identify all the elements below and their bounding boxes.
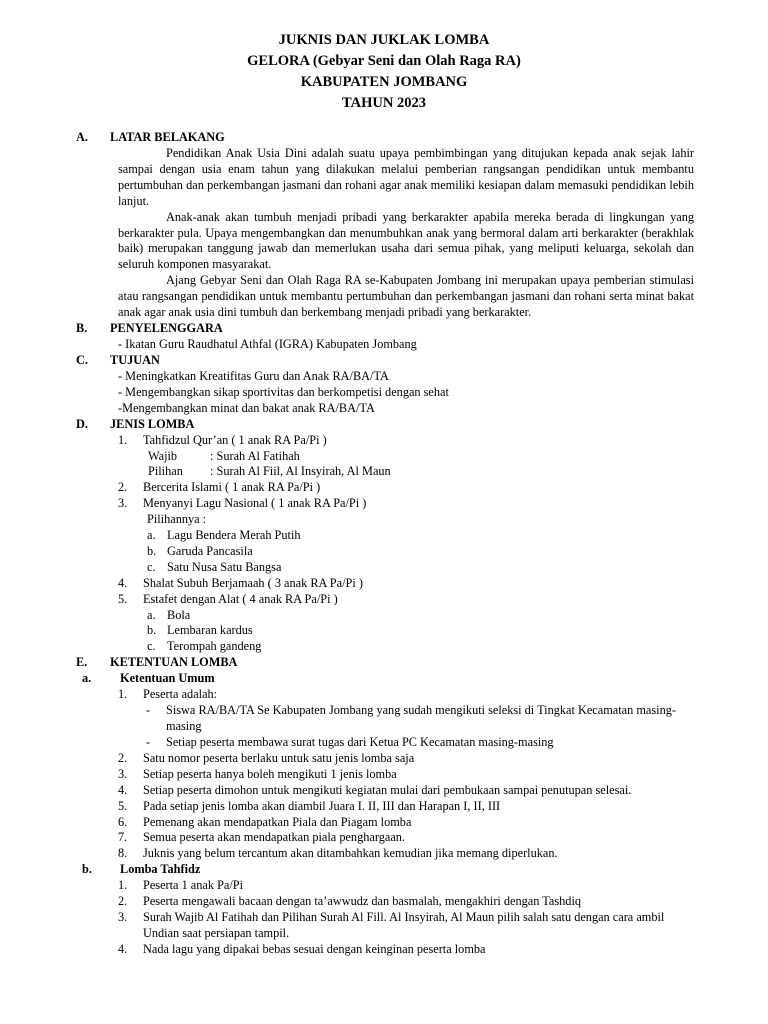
surah-pilihan-row	[148, 464, 768, 480]
option-text: Lagu Bendera Merah Putih	[167, 528, 301, 543]
subsection-a-heading	[0, 671, 768, 687]
option-item	[0, 528, 768, 544]
list-item	[0, 767, 683, 783]
option-item	[0, 639, 768, 655]
item-number: 3.	[118, 766, 128, 781]
list-item	[0, 687, 768, 703]
section-letter: D.	[76, 416, 88, 431]
list-item: - Meningkatkan Kreatifitas Guru dan Anak RA/BA/TA	[118, 368, 389, 383]
section-c-heading	[0, 353, 768, 369]
option-letter: b.	[147, 623, 157, 638]
option-item	[0, 623, 768, 639]
item-text: Shalat Subuh Berjamaah ( 3 anak RA Pa/Pi )	[143, 575, 363, 590]
list-item: - Mengembangkan sikap sportivitas dan berkompetisi dengan sehat	[118, 384, 449, 399]
list-item	[0, 910, 683, 942]
list-item	[0, 799, 683, 815]
dash-item	[0, 703, 686, 735]
surah-wajib-row	[148, 449, 768, 465]
list-item	[0, 433, 768, 449]
item-text: Surah Wajib Al Fatihah dan Pilihan Surah Al Fill. Al Insyirah, Al Maun pilih salah satu dengan cara ambil Undian saat persiapan tampil.	[143, 910, 665, 940]
item-text: Juknis yang belum tercantum akan ditambahkan kemudian jika memang diperlukan.	[143, 846, 558, 861]
option-letter: c.	[147, 559, 156, 574]
option-text: Bola	[167, 607, 191, 622]
list-item	[0, 878, 683, 894]
item-text: Peserta 1 anak Pa/Pi	[143, 878, 244, 893]
item-number: 4.	[118, 941, 128, 956]
subsection-b-heading	[0, 862, 768, 878]
paragraph: Anak-anak akan tumbuh menjadi pribadi yang berkarakter apabila mereka berada di lingkungan yang berkarakter pula. Upaya mengembangkan dan menumbuhkan anak yang bermoral dalam arti berkarakter (berakhlak baik) merupakan tanggung jawab dan memerlukan usaha dari semua pihak, yang meliputi keluarga, sekolah dan seluruh komponen masyarakat.	[118, 209, 694, 272]
subsection-letter: b.	[82, 862, 92, 877]
item-text: Pada setiap jenis lomba akan diambil Juara I. II, III dan Harapan I, II, III	[143, 798, 501, 813]
list-item	[0, 894, 683, 910]
item-number: 1.	[118, 432, 128, 447]
section-title: TUJUAN	[110, 352, 160, 367]
item-text: Tahfidzul Qur’an ( 1 anak RA Pa/Pi )	[143, 432, 327, 447]
item-text: Setiap peserta dimohon untuk mengikuti kegiatan mulai dari pembukaan sampai penutupan selesai.	[143, 782, 632, 797]
item-text: Bercerita Islami ( 1 anak RA Pa/Pi )	[143, 480, 321, 495]
option-text: Terompah gandeng	[167, 639, 262, 654]
list-item	[0, 783, 683, 799]
section-letter: E.	[76, 655, 88, 670]
item-number: 6.	[118, 814, 128, 829]
option-text: Lembaran kardus	[167, 623, 253, 638]
section-b-heading	[0, 321, 768, 337]
list-item: -Mengembangkan minat dan bakat anak RA/BA/TA	[118, 400, 375, 415]
option-text: Satu Nusa Satu Bangsa	[167, 559, 282, 574]
section-e-heading	[0, 655, 768, 671]
list-item	[0, 815, 683, 831]
subsection-letter: a.	[82, 671, 92, 686]
item-number: 2.	[118, 480, 128, 495]
paragraph: Ajang Gebyar Seni dan Olah Raga RA se-Kabupaten Jombang ini merupakan upaya pemberian stimulasi atau rangsangan pendidikan untuk membantu pertumbuhan dan perkembangan jasmani dan rohani serta minat bakat anak agar anak usia dini tumbuh dan berkembang menjadi pribadi yang berkarakter.	[118, 273, 694, 320]
option-item	[0, 560, 768, 576]
title-line-3: KABUPATEN JOMBANG	[300, 74, 468, 90]
list-item	[0, 480, 768, 496]
pilihan-value: : Surah Al Fiil, Al Insyirah, Al Maun	[210, 464, 391, 479]
section-title: LATAR BELAKANG	[110, 130, 225, 144]
item-number: 3.	[118, 910, 128, 925]
item-text: Satu nomor peserta berlaku untuk satu jenis lomba saja	[143, 750, 415, 765]
document-title	[0, 0, 768, 114]
item-text: Pemenang akan mendapatkan Piala dan Piagam lomba	[143, 814, 412, 829]
item-text: Setiap peserta hanya boleh mengikuti 1 jenis lomba	[143, 766, 397, 781]
option-letter: a.	[147, 528, 156, 543]
item-text: Estafet dengan Alat ( 4 anak RA Pa/Pi )	[143, 591, 338, 606]
list-item	[0, 751, 683, 767]
dash-text: Setiap peserta membawa surat tugas dari Ketua PC Kecamatan masing-masing	[166, 735, 554, 749]
option-letter: a.	[147, 607, 156, 622]
section-letter: A.	[76, 130, 88, 144]
item-number: 5.	[118, 591, 128, 606]
item-text: Semua peserta akan mendapatkan piala penghargaan.	[143, 830, 405, 845]
item-number: 3.	[118, 496, 128, 511]
item-text: Menyanyi Lagu Nasional ( 1 anak RA Pa/Pi )	[143, 496, 367, 511]
section-a-heading	[0, 130, 768, 146]
title-line-4: TAHUN 2023	[342, 95, 426, 111]
item-number: 8.	[118, 846, 128, 861]
option-letter: b.	[147, 543, 157, 558]
item-number: 1.	[118, 878, 128, 893]
wajib-value: : Surah Al Fatihah	[210, 448, 300, 463]
section-letter: C.	[76, 352, 88, 367]
item-number: 7.	[118, 830, 128, 845]
subsection-title: Lomba Tahfidz	[120, 862, 201, 877]
section-title: JENIS LOMBA	[110, 416, 195, 431]
title-line-2: GELORA (Gebyar Seni dan Olah Raga RA)	[247, 53, 521, 69]
paragraph: Pendidikan Anak Usia Dini adalah suatu upaya pembimbingan yang ditujukan kepada anak sejak lahir sampai dengan usia enam tahun yang dilakukan melalui pemberian rangsangan pendidikan untuk membantu pertumbuhan dan perkembangan jasmani dan rohani agar anak memiliki kesiapan dalam memasuki pendidikan lebih lanjut.	[118, 146, 694, 208]
item-number: 1.	[118, 687, 128, 702]
section-title: PENYELENGGARA	[110, 320, 223, 335]
option-text: Garuda Pancasila	[167, 543, 253, 558]
dash-marker: -	[146, 703, 151, 718]
section-letter: B.	[76, 320, 88, 335]
list-item	[0, 496, 768, 512]
pilihan-label: Pilihan	[148, 464, 183, 479]
option-letter: c.	[147, 639, 156, 654]
title-line-1: JUKNIS DAN JUKLAK LOMBA	[278, 32, 490, 48]
item-text: Peserta mengawali bacaan dengan ta’awwudz dan basmalah, mengakhiri dengan Tashdiq	[143, 894, 582, 909]
document-body	[0, 130, 768, 958]
subsection-title: Ketentuan Umum	[120, 671, 215, 686]
options-label: Pilihannya :	[147, 512, 207, 527]
item-text: Nada lagu yang dipakai bebas sesuai dengan keinginan peserta lomba	[143, 941, 486, 956]
section-title: KETENTUAN LOMBA	[110, 655, 238, 670]
item-number: 5.	[118, 798, 128, 813]
option-item	[0, 608, 768, 624]
item-number: 2.	[118, 750, 128, 765]
list-item	[0, 942, 683, 958]
list-item	[0, 576, 768, 592]
item-number: 4.	[118, 782, 128, 797]
list-item	[0, 830, 683, 846]
list-item	[0, 592, 768, 608]
dash-text: Siswa RA/BA/TA Se Kabupaten Jombang yang sudah mengikuti seleksi di Tingkat Kecamatan masing-masing	[166, 703, 676, 734]
section-d-heading	[0, 417, 768, 433]
item-number: 4.	[118, 575, 128, 590]
item-text: Peserta adalah:	[143, 687, 218, 702]
list-item: - Ikatan Guru Raudhatul Athfal (IGRA) Kabupaten Jombang	[118, 336, 417, 351]
wajib-label: Wajib	[148, 448, 178, 463]
list-item	[0, 846, 683, 862]
dash-marker: -	[146, 735, 151, 749]
item-number: 2.	[118, 894, 128, 909]
dash-item	[0, 735, 686, 751]
option-item	[0, 544, 768, 560]
